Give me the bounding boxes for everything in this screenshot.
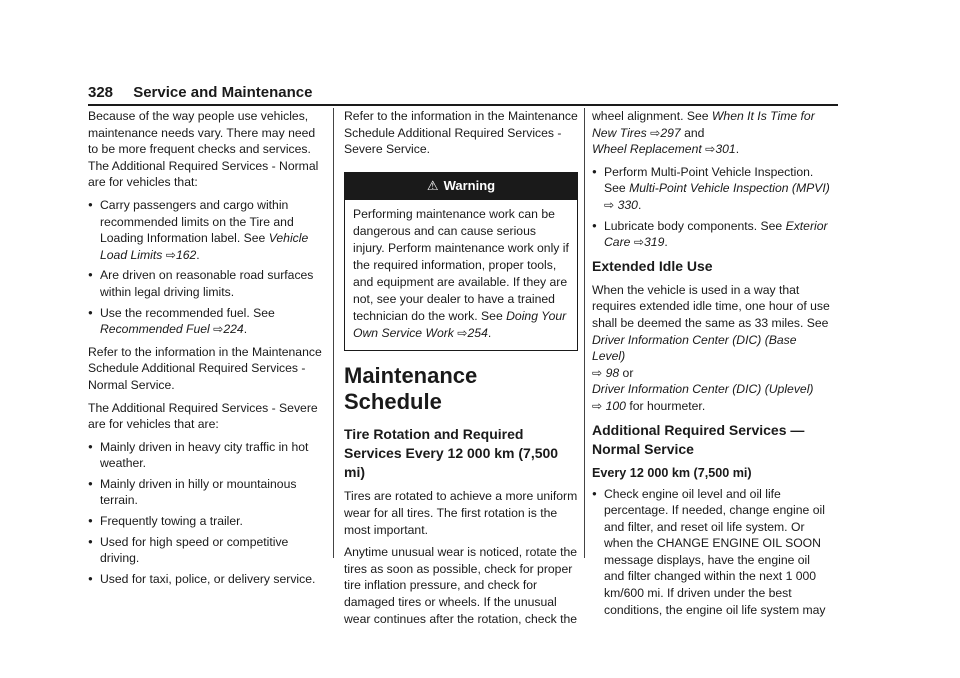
page-ref-icon: ⇨ — [165, 247, 176, 262]
page-reference[interactable]: 297 — [660, 125, 681, 140]
page-reference[interactable]: 162 — [175, 247, 197, 262]
cross-reference-link[interactable]: Exterior Care — [604, 218, 828, 250]
column-3 — [592, 108, 832, 624]
extended-idle-heading: Extended Idle Use — [592, 257, 713, 274]
normal-conditions-list — [88, 197, 322, 338]
page-reference[interactable]: 100 — [605, 398, 626, 413]
page-ref-icon: ⇨ — [705, 142, 716, 157]
page-reference[interactable]: 301 — [715, 142, 736, 157]
page-ref-icon: ⇨ — [650, 125, 661, 140]
tire-rotation-heading: Tire Rotation and Required Services Every 12 000 km (7,500 mi) — [344, 426, 559, 481]
list-item: ● Check engine oil level and oil life percentage. If needed, change engine oil and filter, and reset oil life system. Or when the CHANGE ENGINE OIL SOON message displays, have the engine oil and filter changed within the next 1 000 km/600 mi. If driven under the best conditions, the engine oil life system may — [592, 486, 832, 619]
list-item: ● Used for taxi, police, or delivery service. — [88, 571, 322, 588]
normal-service-list — [592, 486, 832, 619]
cross-reference-link[interactable]: When It Is Time for New Tires — [592, 109, 815, 140]
column-divider-1 — [333, 108, 334, 558]
list-item: ● Frequently towing a trailer. — [88, 513, 322, 530]
warning-body: Performing maintenance work can be dangerous and can cause serious injury. Perform maintenance work only if the required information, proper tools, and equipment are available. If they are not, see your dealer to have a trained technician do the work. See Doing Your Own Service Work ⇨254. — [353, 207, 569, 341]
list-item: ● Carry passengers and cargo within recommended limits on the Tire and Loading Information label. See Vehicle Load Limits ⇨162. — [88, 197, 322, 263]
severe-intro-paragraph: The Additional Required Services - Severe are for vehicles that are: — [88, 400, 318, 432]
header-rule — [88, 104, 838, 106]
list-item: ● Perform Multi-Point Vehicle Inspection. See Multi-Point Vehicle Inspection (MPVI) ⇨ 330. — [592, 164, 832, 214]
page-reference[interactable]: 98 — [605, 365, 620, 380]
page-ref-icon: ⇨ — [604, 197, 615, 212]
page-ref-icon: ⇨ — [457, 326, 468, 341]
every-interval-heading: Every 12 000 km (7,500 mi) — [592, 465, 752, 480]
warning-header — [345, 173, 577, 201]
page-reference[interactable]: 254 — [467, 326, 488, 341]
cross-reference-link[interactable]: Driver Information Center (DIC) (Uplevel) — [592, 382, 814, 397]
page-ref-icon: ⇨ — [633, 235, 645, 250]
column-2 — [344, 108, 578, 633]
idle-paragraph: When the vehicle is used in a way that requires extended idle time, one hour of use shall be deemed the same as 33 miles. See Driver Information Center (DIC) (Base Level) ⇨ 98 or Driver Information Center (DIC) (Uplevel) ⇨ 100 for hourmeter. — [592, 282, 830, 413]
tire-paragraph-1: Tires are rotated to achieve a more uniform wear for all tires. The first rotation is the most important. — [344, 489, 578, 537]
list-item: ● Used for high speed or competitive driving. — [88, 534, 322, 567]
list-item: ● Mainly driven in hilly or mountainous terrain. — [88, 476, 322, 509]
warning-triangle-icon: ⚠ — [426, 177, 439, 193]
severe-conditions-list — [88, 439, 322, 588]
page-ref-icon: ⇨ — [213, 322, 224, 337]
warning-box — [344, 172, 578, 352]
page-header — [88, 82, 838, 104]
page-reference[interactable]: 224 — [223, 322, 244, 337]
cross-reference-link[interactable]: Multi-Point Vehicle Inspection (MPVI) — [629, 181, 830, 196]
section-heading: Maintenance Schedule — [344, 363, 478, 415]
warning-title: Warning — [443, 177, 496, 193]
tire-paragraph-2: Anytime unusual wear is noticed, rotate the tires as soon as possible, check for proper tire inflation pressure, and check for damaged tires or wheels. If the unusual wear continues after the rotation, check the — [344, 545, 578, 626]
list-item: ● Mainly driven in heavy city traffic in hot weather. — [88, 439, 322, 472]
page-reference[interactable]: 319 — [644, 235, 665, 250]
section-title: Service and Maintenance — [133, 84, 313, 101]
page-number: 328 — [88, 84, 114, 101]
continued-paragraph: wheel alignment. See When It Is Time for New Tires ⇨297 and Wheel Replacement ⇨301. — [592, 109, 815, 157]
cross-reference-link[interactable]: Wheel Replacement — [592, 142, 702, 157]
normal-service-heading: Additional Required Services — Normal Service — [592, 421, 805, 457]
list-item: ● Are driven on reasonable road surfaces within legal driving limits. — [88, 267, 322, 300]
page-ref-icon: ⇨ — [592, 398, 603, 413]
column-divider-2 — [584, 108, 585, 558]
column-1 — [88, 108, 322, 593]
list-item: ● Lubricate body components. See Exterior Care ⇨319. — [592, 218, 832, 251]
refer-normal-paragraph: Refer to the information in the Maintenance Schedule Additional Required Services - Normal Service. — [88, 344, 322, 392]
cross-reference-link[interactable]: Driver Information Center (DIC) (Base Level) — [592, 332, 797, 364]
inspection-list — [592, 164, 832, 251]
cross-reference-link[interactable]: Doing Your Own Service Work — [353, 309, 567, 341]
intro-paragraph: Because of the way people use vehicles, maintenance needs vary. There may need to be more frequent checks and services. The Additional Required Services - Normal are for vehicles that: — [88, 109, 319, 190]
refer-severe-paragraph: Refer to the information in the Maintenance Schedule Additional Required Services - Severe Service. — [344, 109, 578, 157]
list-item: ● Use the recommended fuel. See Recommended Fuel ⇨224. — [88, 305, 322, 338]
page-reference[interactable]: 330 — [617, 197, 638, 212]
page-ref-icon: ⇨ — [592, 365, 603, 380]
cross-reference-link[interactable]: Recommended Fuel — [100, 322, 210, 337]
cross-reference-link[interactable]: Vehicle Load Limits — [100, 231, 309, 262]
